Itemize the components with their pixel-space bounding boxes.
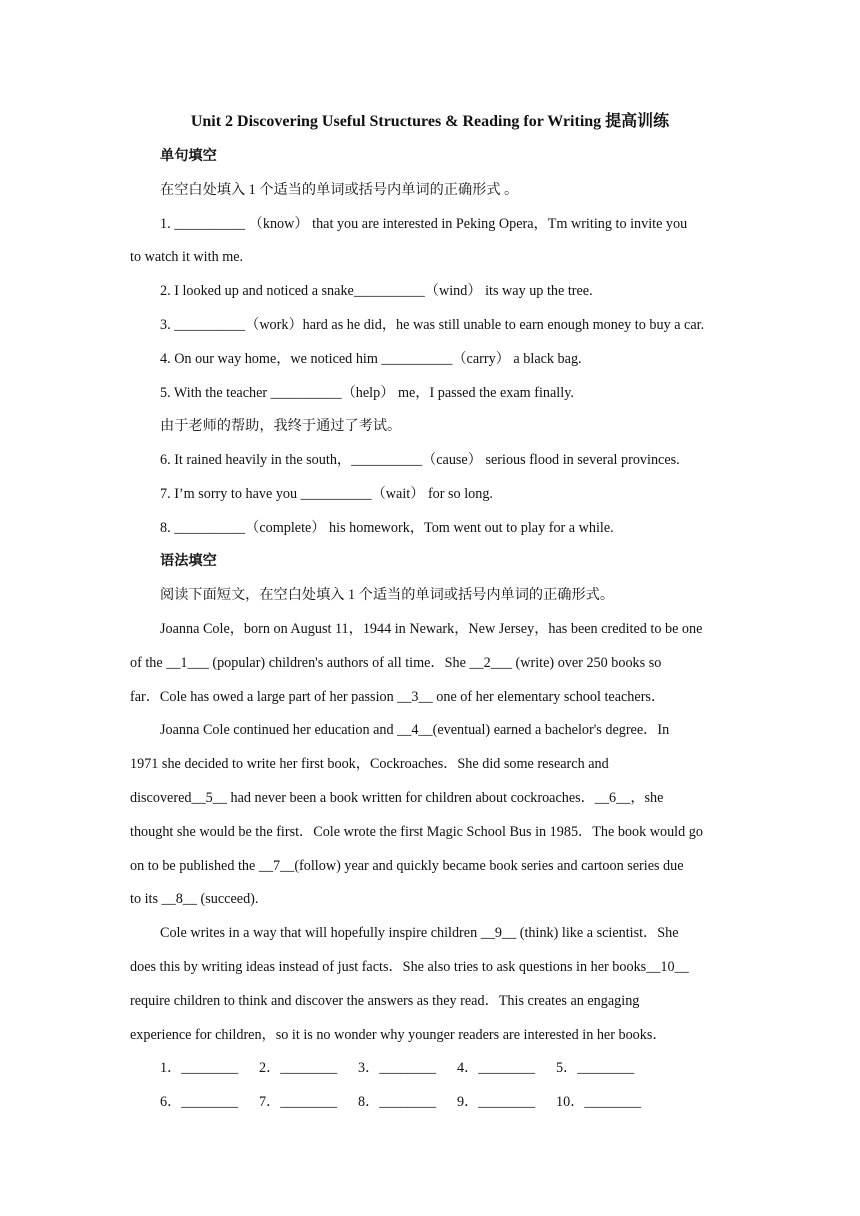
answer-row-1 — [160, 1058, 634, 1078]
answer-blank-2[interactable]: 2．________ — [259, 1060, 338, 1076]
passage-p2-line-1: Joanna Cole continued her education and __4__(eventual) earned a bachelor's degree．In — [160, 722, 670, 738]
passage-p3-line-2: does this by writing ideas instead of just facts．She also tries to ask questions in her books__10__ — [130, 959, 689, 975]
answer-blank-5[interactable]: 5．________ — [556, 1060, 635, 1076]
passage-p2-line-3: discovered__5__ had never been a book written for children about cockroaches．__6__，she — [130, 790, 664, 806]
passage-p2-line-6: to its __8__ (succeed). — [130, 891, 259, 907]
question-7: 7. I’m sorry to have you __________（wait） for so long. — [160, 486, 493, 502]
passage-p2-line-5: on to be published the __7__(follow) year and quickly became book series and cartoon series due — [130, 858, 684, 874]
answer-blank-8[interactable]: 8．________ — [358, 1094, 437, 1110]
section2-instruction: 阅读下面短文，在空白处填入 1 个适当的单词或括号内单词的正确形式。 — [160, 587, 615, 603]
page-title: Unit 2 Discovering Useful Structures & Reading for Writing 提高训练 — [190, 113, 670, 130]
answer-blank-3[interactable]: 3．________ — [358, 1060, 437, 1076]
answer-blank-9[interactable]: 9．________ — [457, 1094, 536, 1110]
section1-instruction: 在空白处填入 1 个适当的单词或括号内单词的正确形式 。 — [160, 182, 519, 198]
answer-blank-6[interactable]: 6．________ — [160, 1094, 239, 1110]
question-2: 2. I looked up and noticed a snake__________（wind） its way up the tree. — [160, 283, 593, 299]
passage-p1-line-3: far．Cole has owed a large part of her passion __3__ one of her elementary school teachers． — [130, 689, 666, 705]
passage-p1-line-1: Joanna Cole，born on August 11，1944 in Newark，New Jersey，has been credited to be one — [160, 621, 703, 637]
passage-p3-line-4: experience for children，so it is no wonder why younger readers are interested in her books． — [130, 1027, 667, 1043]
question-5: 5. With the teacher __________（help） me，I passed the exam finally. — [160, 385, 574, 401]
section-heading-single-fill: 单句填空 — [160, 148, 217, 164]
passage-p3-line-1: Cole writes in a way that will hopefully inspire children __9__ (think) like a scientist．She — [160, 925, 679, 941]
answer-blank-4[interactable]: 4．________ — [457, 1060, 536, 1076]
answer-blank-7[interactable]: 7．________ — [259, 1094, 338, 1110]
question-6: 6. It rained heavily in the south，__________（cause） serious flood in several provinces. — [160, 452, 680, 468]
section-heading-grammar-fill: 语法填空 — [160, 553, 217, 569]
answer-blank-10[interactable]: 10．________ — [556, 1094, 642, 1110]
question-5-translation: 由于老师的帮助，我终于通过了考试。 — [160, 418, 402, 434]
passage-p3-line-3: require children to think and discover the answers as they read．This creates an engaging — [130, 993, 640, 1009]
passage-p1-line-2: of the __1___ (popular) children's authors of all time．She __2___ (write) over 250 books so — [130, 655, 662, 671]
question-1-cont: to watch it with me. — [130, 249, 244, 265]
question-1: 1. __________ （know） that you are interested in Peking Opera，Tm writing to invite you — [160, 216, 688, 232]
answer-row-2 — [160, 1092, 641, 1112]
question-8: 8. __________（complete） his homework，Tom went out to play for a while. — [160, 520, 614, 536]
answer-blank-1[interactable]: 1．________ — [160, 1060, 239, 1076]
question-4: 4. On our way home，we noticed him __________（carry） a black bag. — [160, 351, 582, 367]
question-3: 3. __________（work）hard as he did，he was still unable to earn enough money to buy a car. — [160, 317, 705, 333]
passage-p2-line-2: 1971 she decided to write her first book，Cockroaches．She did some research and — [130, 756, 609, 772]
passage-p2-line-4: thought she would be the first．Cole wrote the first Magic School Bus in 1985．The book would go — [130, 824, 703, 840]
